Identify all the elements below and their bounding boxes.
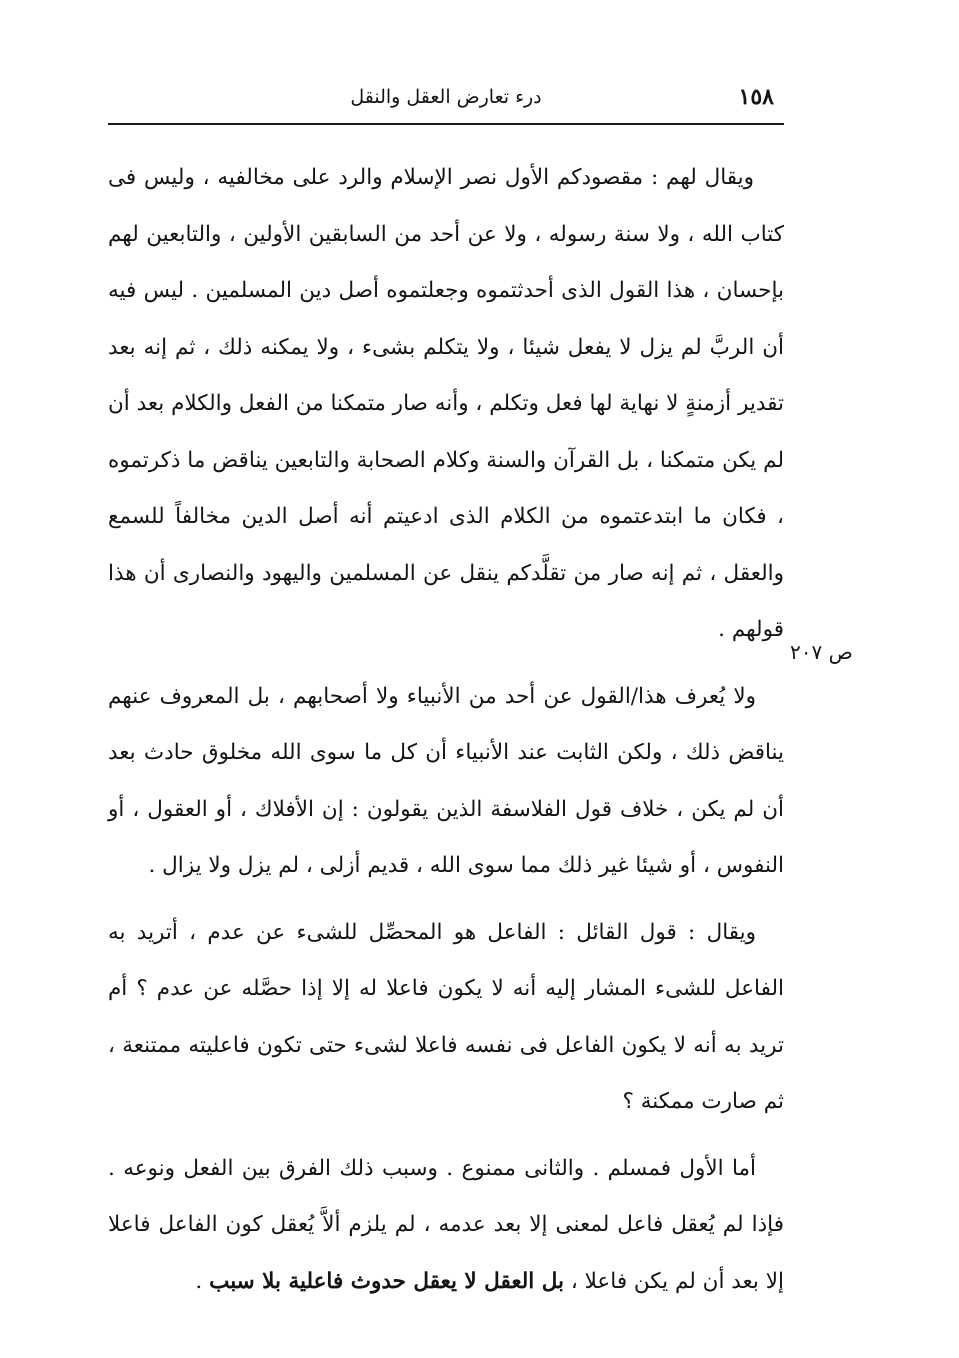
running-title: درء تعارض العقل والنقل (350, 86, 542, 108)
header-divider (108, 123, 784, 125)
page-number: ١٥٨ (738, 84, 774, 110)
paragraph-4-tail: . (195, 1268, 210, 1294)
paragraph-4-emphasis: بل العقل لا يعقل حدوث فاعلية بلا سبب (209, 1268, 564, 1294)
paragraph-4-lead: أما الأول فمسلم . والثانى ممنوع . وسبب ذلك الفرق بين الفعل ونوعه . فإذا لم يُعقل فاعل لمعنى إلا بعد عدمه ، لم يلزم ألاَّ يُعقل كون الفاعل فاعلا إلا بعد أن لم يكن فاعلا ، (108, 1155, 784, 1294)
page-header (108, 78, 784, 114)
paragraph-2: ولا يُعرف هذا/القول عن أحد من الأنبياء ولا أصحابهم ، بل المعروف عنهم يناقض ذلك ، ولكن الثابت عند الأنبياء أن كل ما سوى الله مخلوق حادث بعد أن لم يكن ، خلاف قول الفلاسفة الذين يقولون : إن الأفلاك ، أو العقول ، أو النفوس ، أو شيئا غير ذلك مما سوى الله ، قديم أزلى ، لم يزل ولا يزال . (108, 683, 784, 878)
paragraph-1: ويقال لهم : مقصودكم الأول نصر الإسلام والرد على مخالفيه ، وليس فى كتاب الله ، ولا سنة رسوله ، ولا عن أحد من السابقين الأولين ، والتابعين لهم بإحسان ، هذا القول الذى أحدثتموه وجعلتموه أصل دين المسلمين . ليس فيه أن الربَّ لم يزل لا يفعل شيئا ، ولا يتكلم بشىء ، ولا يمكنه ذلك ، ثم إنه بعد تقدير أزمنةٍ لا نهاية لها فعل وتكلم ، وأنه صار متمكنا من الفعل والكلام بعد أن لم يكن متمكنا ، بل القرآن والسنة وكلام الصحابة والتابعين يناقض ما ذكرتموه ، فكان ما ابتدعتموه من الكلام الذى ادعيتم أنه أصل الدين مخالفاً للسمع والعقل ، ثم إنه صار من تقلَّدكم ينقل عن المسلمين واليهود والنصارى أن هذا قولهم . (108, 165, 784, 642)
paragraph-3: ويقال : قول القائل : الفاعل هو المحصِّل للشىء عن عدم ، أتريد به الفاعل للشىء المشار إليه أنه لا يكون فاعلا له إلا إذا حصَّله عن عدم ؟ أم تريد به أنه لا يكون الفاعل فى نفسه فاعلا لشىء حتى تكون فاعليته ممتنعة ، ثم صارت ممكنة ؟ (108, 919, 784, 1114)
body-text (108, 150, 784, 1320)
margin-page-reference: ص ٢٠٧ (790, 640, 853, 664)
paragraph-4 (108, 1141, 784, 1311)
